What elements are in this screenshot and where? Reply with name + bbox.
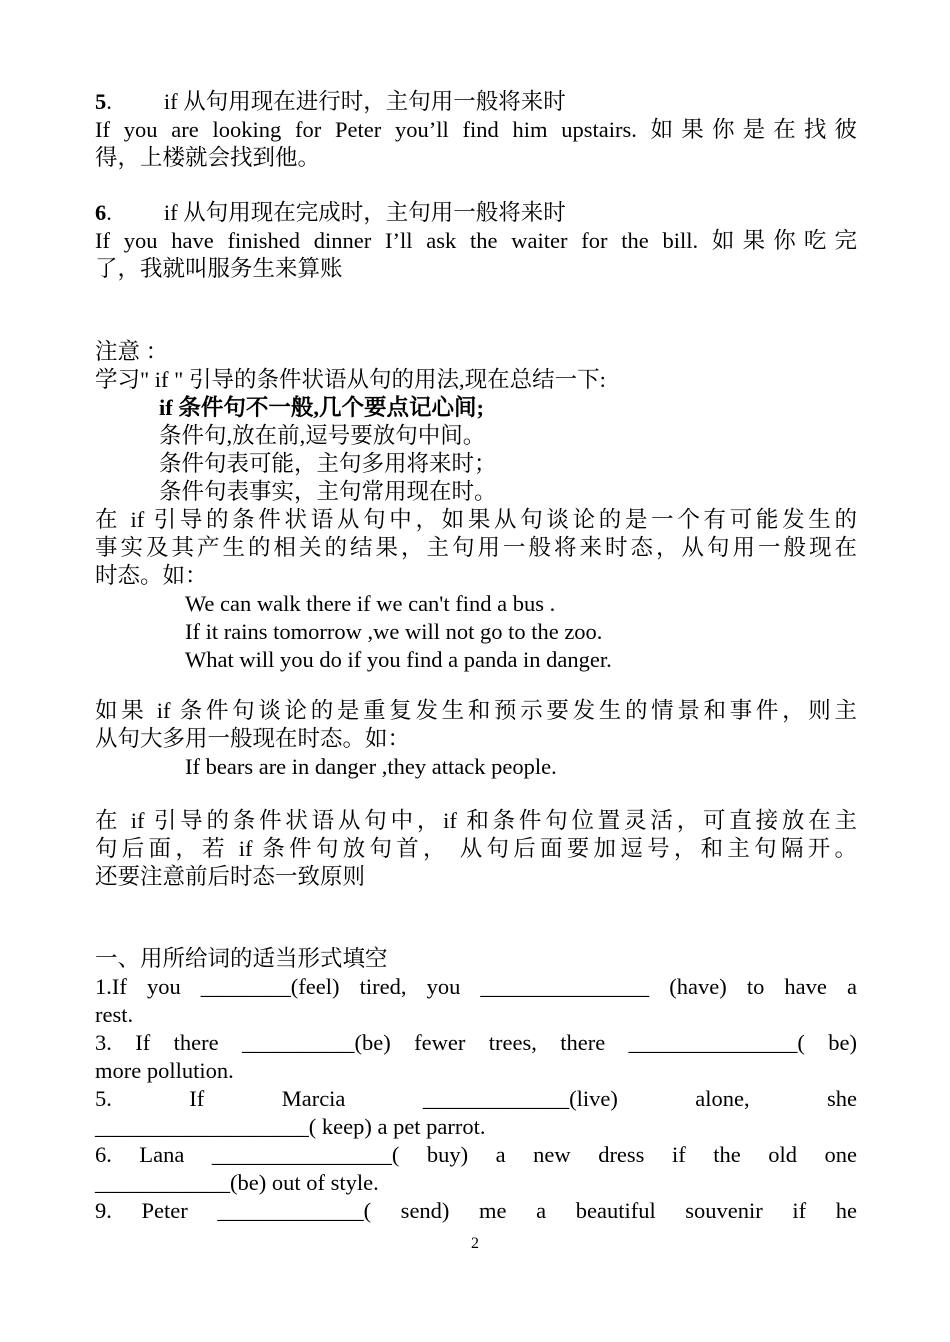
paragraph-3-line-1: 在 if 引导的条件状语从句中，if 和条件句位置灵活，可直接放在主 (95, 808, 857, 833)
paragraph-1-line-2: 事实及其产生的相关的结果，主句用一般将来时态，从句用一般现在 (95, 535, 857, 560)
exercise-item-1-line-1: 1.If you ________(feel) tired, you _______________ (have) to have a (95, 974, 857, 999)
example-sentence-3: What will you do if you find a panda in danger. (185, 647, 612, 672)
paragraph-3 (95, 807, 857, 891)
note-section (95, 338, 857, 674)
section-5 (95, 88, 857, 172)
paragraph-2 (95, 697, 857, 781)
exercise-item-6-line-1: 6. Lana ________________( buy) a new dress if the old one (95, 1142, 857, 1167)
paragraph-2-line-2: 从句大多用一般现在时态。如： (95, 726, 411, 751)
exercise-item-5-line-2: ___________________( keep) a pet parrot. (95, 1114, 486, 1139)
paragraph-3-line-2: 句后面，若 if 条件句放句首， 从句后面要加逗号，和主句隔开。 (95, 836, 857, 861)
exercise-item-1-line-2: rest. (95, 1002, 134, 1027)
exercise-item-9-line-1: 9. Peter _____________( send) me a beautiful souvenir if he (95, 1198, 857, 1223)
rhyme-line-3: 条件句表可能，主句多用将来时； (159, 451, 497, 476)
page-number: 2 (471, 1235, 479, 1252)
exercise-item-5-line-1: 5. If Marcia _____________(live) alone, she (95, 1086, 857, 1111)
exercise-item-3-line-2: more pollution. (95, 1058, 234, 1083)
rhyme-line-1: if 条件句不一般,几个要点记心间; (159, 395, 484, 420)
exercise-item-3-line-1: 3. If there __________(be) fewer trees, there _______________( be) (95, 1030, 857, 1055)
section-6 (95, 199, 857, 283)
section-6-heading: 6. if 从句用现在完成时，主句用一般将来时 (95, 200, 566, 225)
exercise-title: 一、用所给词的适当形式填空 (95, 946, 388, 971)
exercise-section (95, 945, 857, 1225)
example-sentence-4: If bears are in danger ,they attack people. (185, 754, 557, 779)
example-sentence-2: If it rains tomorrow ,we will not go to the zoo. (185, 619, 603, 644)
section-5-heading: 5. if 从句用现在进行时，主句用一般将来时 (95, 89, 566, 114)
example-sentence-1: We can walk there if we can't find a bus . (185, 591, 556, 616)
rhyme-line-4: 条件句表事实，主句常用现在时。 (159, 479, 497, 504)
section-5-example-line-1: If you are looking for Peter you’ll find him upstairs. 如果你是在找彼 (95, 117, 857, 142)
note-title: 注意 ： (95, 339, 169, 364)
section-5-example-line-2: 得，上楼就会找到他。 (95, 145, 321, 170)
section-6-example-line-1: If you have finished dinner I’ll ask the waiter for the bill. 如果你吃完 (95, 228, 857, 253)
note-intro: 学习" if " 引导的条件状语从句的用法,现在总结一下: (95, 367, 606, 392)
paragraph-1-line-1: 在 if 引导的条件状语从句中，如果从句谈论的是一个有可能发生的 (95, 507, 857, 532)
paragraph-1-line-3: 时态。如： (95, 563, 208, 588)
exercise-item-6-line-2: ____________(be) out of style. (95, 1170, 379, 1195)
section-6-example-line-2: 了，我就叫服务生来算账 (95, 256, 343, 281)
rhyme-line-2: 条件句,放在前,逗号要放句中间。 (159, 423, 486, 448)
paragraph-3-line-3: 还要注意前后时态一致原则 (95, 864, 366, 889)
paragraph-2-line-1: 如果 if 条件句谈论的是重复发生和预示要发生的情景和事件，则主 (95, 698, 857, 723)
